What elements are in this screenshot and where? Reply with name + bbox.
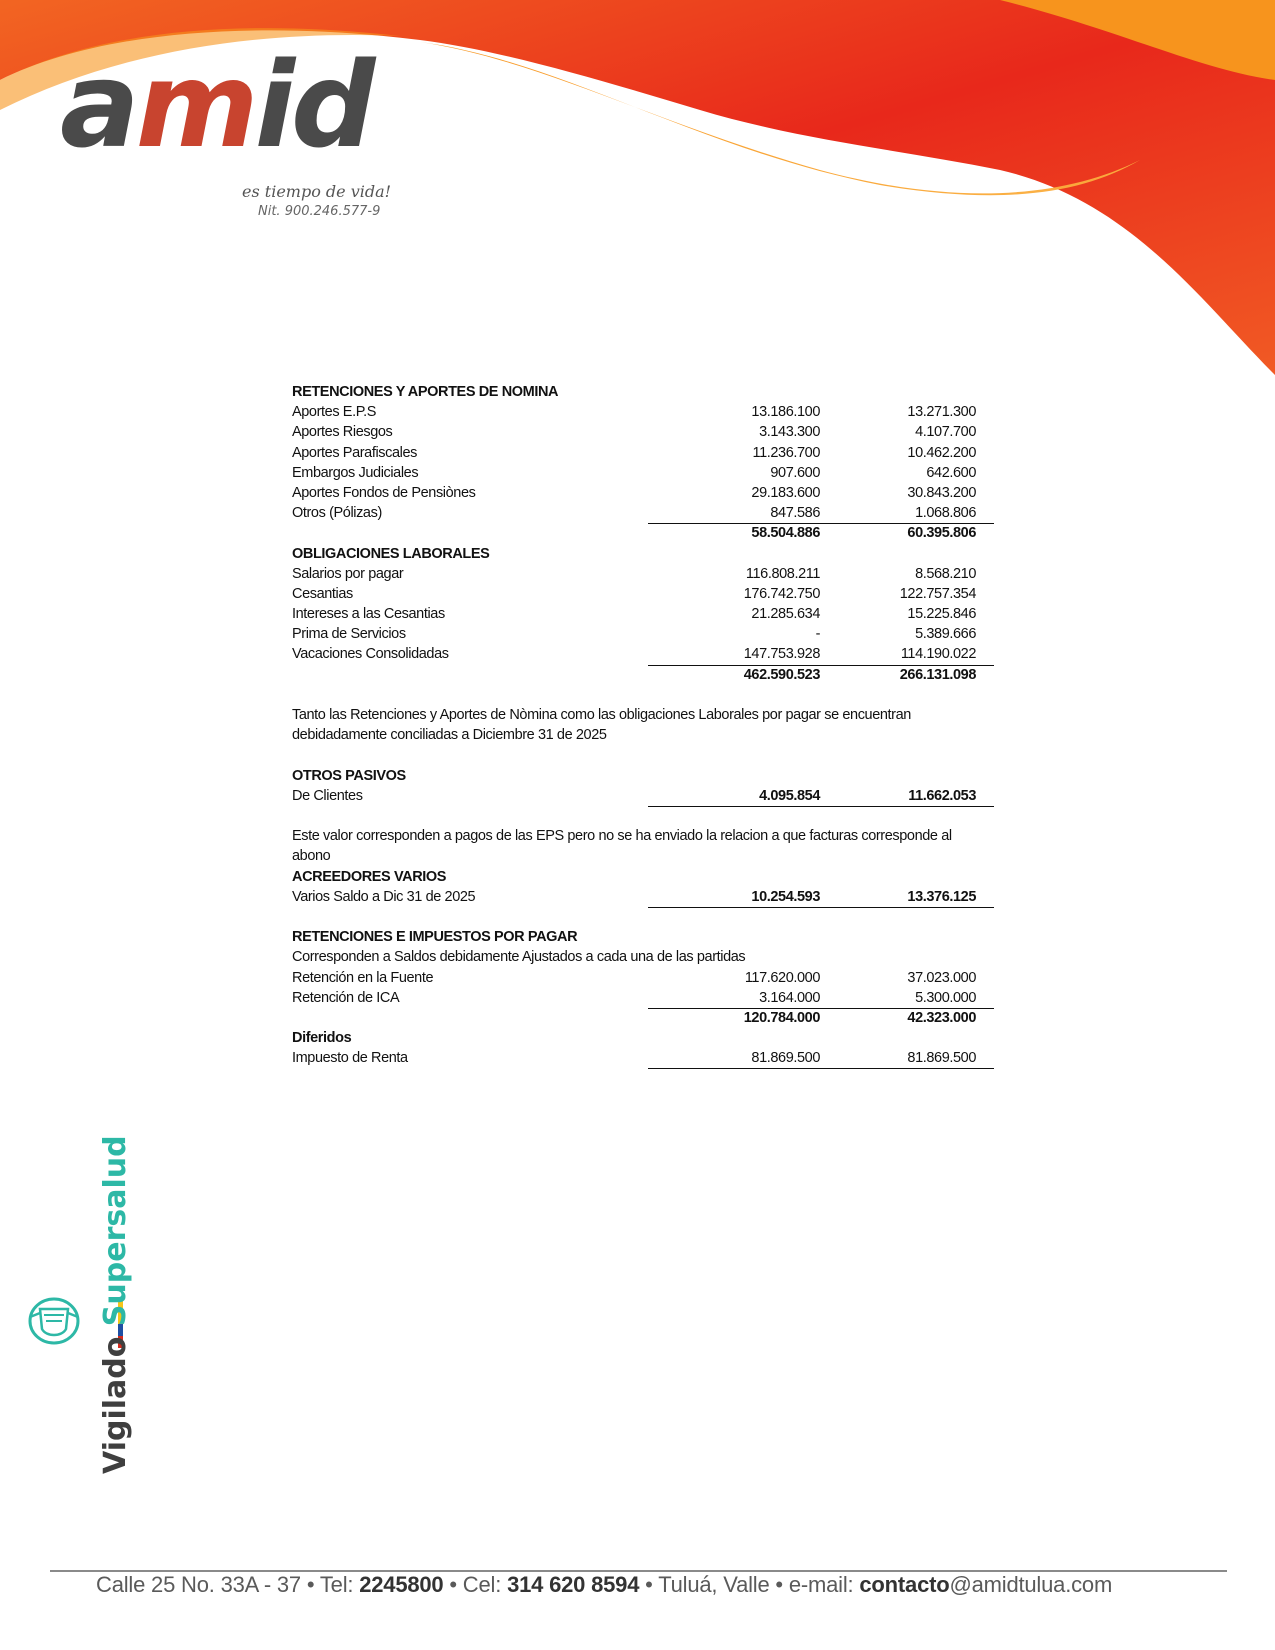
table-row: Embargos Judiciales 907.600 642.600 xyxy=(292,464,976,481)
logo-wordmark: amid xyxy=(60,36,372,174)
note-paragraph: Este valor corresponden a pagos de las EPS pero no se ha enviado la relacion a que facturas corresponde al abono xyxy=(292,828,952,865)
table-row: Retención de ICA 3.164.000 5.300.000 xyxy=(292,989,976,1006)
table-row: Retención en la Fuente 117.620.000 37.023.000 xyxy=(292,969,976,986)
notes-content xyxy=(292,382,1000,1068)
coat-of-arms-icon xyxy=(26,1295,82,1347)
logo-nit: Nit. 900.246.577-9 xyxy=(258,204,381,219)
table-row: Otros (Pólizas) 847.586 1.068.806 xyxy=(292,505,976,522)
table-row: Aportes Fondos de Pensiònes 29.183.600 30.843.200 xyxy=(292,484,976,501)
footer-cel: 314 620 8594 xyxy=(507,1572,640,1597)
total-row: 120.784.000 42.323.000 xyxy=(292,1008,1000,1028)
table-row: Aportes E.P.S 13.186.100 13.271.300 xyxy=(292,404,976,421)
table-row: Vacaciones Consolidadas 147.753.928 114.190.022 xyxy=(292,646,976,663)
row-rule xyxy=(648,907,994,908)
section-title: Diferidos xyxy=(292,1030,352,1047)
row-rule xyxy=(648,1068,994,1069)
table-row: Aportes Parafiscales 11.236.700 10.462.200 xyxy=(292,444,976,461)
section-title: RETENCIONES E IMPUESTOS POR PAGAR xyxy=(292,929,578,946)
note-paragraph: Tanto las Retenciones y Aportes de Nòmina como las obligaciones Laborales por pagar se encuentran debidadamente conciliadas a Diciembre 31 de 2025 xyxy=(292,707,911,744)
table-row: Varios Saldo a Dic 31 de 2025 10.254.593 13.376.125 xyxy=(292,887,1000,907)
company-logo xyxy=(60,30,400,230)
section-title: OBLIGACIONES LABORALES xyxy=(292,545,490,562)
logo-tagline: es tiempo de vida! xyxy=(242,182,392,201)
section-title: OTROS PASIVOS xyxy=(292,767,406,784)
supersalud-text: Vigilado Supersalud xyxy=(98,1135,133,1474)
table-row: Impuesto de Renta 81.869.500 81.869.500 xyxy=(292,1048,1000,1068)
footer-contact: Calle 25 No. 33A - 37 • Tel: 2245800 • Cel: 314 620 8594 • Tuluá, Valle • e-mail: contacto@amidtulua.com xyxy=(96,1572,1113,1597)
table-row: Salarios por pagar 116.808.211 8.568.210 xyxy=(292,565,976,582)
section-title: ACREEDORES VARIOS xyxy=(292,868,447,885)
total-row: 58.504.886 60.395.806 xyxy=(292,523,1000,543)
supersalud-seal xyxy=(78,1135,133,1554)
table-row: De Clientes 4.095.854 11.662.053 xyxy=(292,786,1000,806)
section-title: RETENCIONES Y APORTES DE NOMINA xyxy=(292,384,559,400)
table-row: Cesantias 176.742.750 122.757.354 xyxy=(292,585,976,602)
total-row: 462.590.523 266.131.098 xyxy=(292,665,1000,685)
table-row: Intereses a las Cesantias 21.285.634 15.225.846 xyxy=(292,606,976,623)
footer-email: contacto@amidtulua.com xyxy=(859,1572,1113,1597)
row-rule xyxy=(648,806,994,807)
table-row: Prima de Servicios - 5.389.666 xyxy=(292,626,976,643)
footer-tel: 2245800 xyxy=(359,1572,444,1597)
table-row: Aportes Riesgos 3.143.300 4.107.700 xyxy=(292,424,976,441)
section-subtitle: Corresponden a Saldos debidamente Ajustados a cada una de las partidas xyxy=(292,949,746,966)
